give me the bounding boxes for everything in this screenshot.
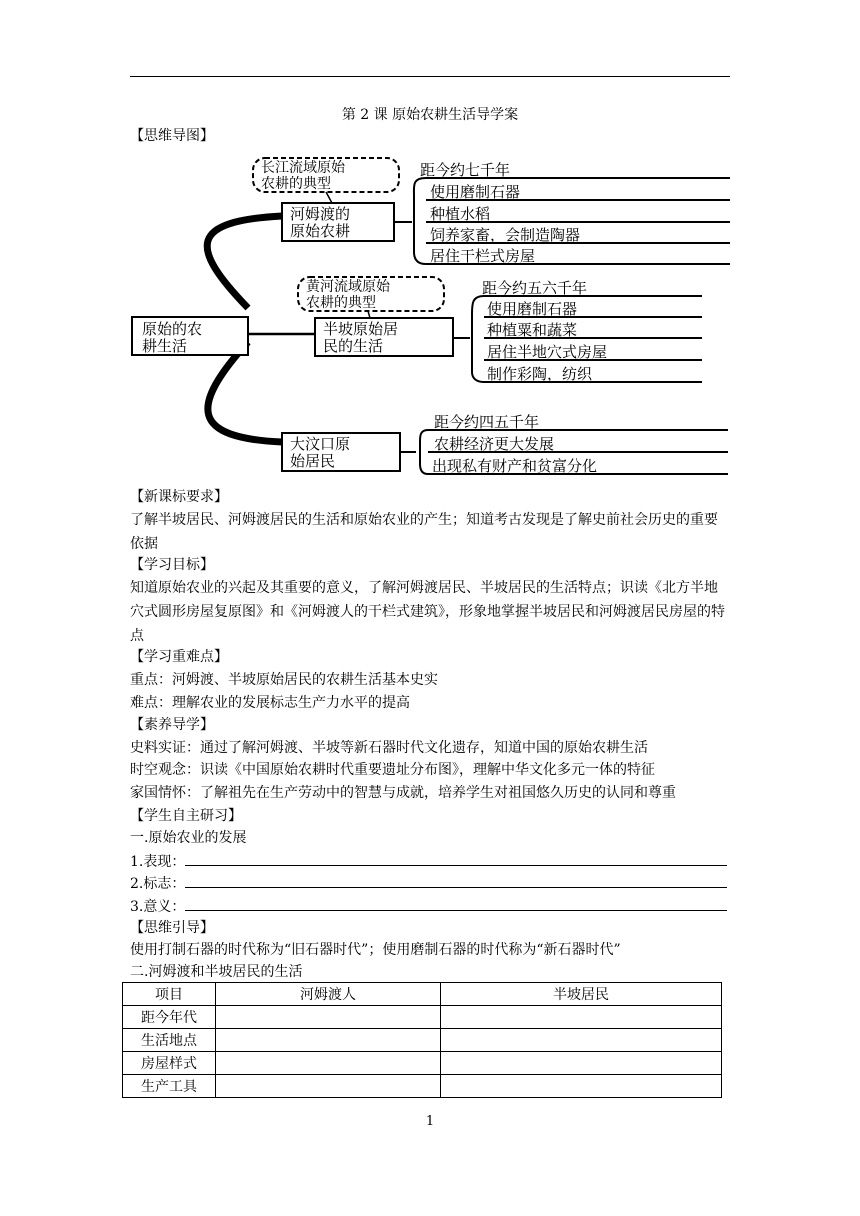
node-hemudu-line-1: 河姆渡的 — [290, 205, 351, 223]
note-hemudu-line-1: 长江流域原始 — [261, 160, 345, 176]
fill-item-sign — [130, 873, 730, 895]
node-hemudu-line-2: 原始农耕 — [290, 222, 351, 240]
banpo-item: 居住半地穴式房屋 — [487, 343, 608, 361]
table-cell[interactable] — [216, 1029, 441, 1052]
section-2-title: 二.河姆渡和半坡居民的生活 — [130, 964, 303, 980]
table-header: 半坡居民 — [441, 983, 722, 1006]
hemudu-item: 距今约七千年 — [420, 161, 511, 179]
note-hemudu-line-2: 农耕的典型 — [261, 176, 331, 192]
table-header: 项目 — [123, 983, 216, 1006]
banpo-item: 距今约五六千年 — [482, 279, 588, 297]
fill-blank[interactable] — [185, 851, 727, 866]
banpo-item: 种植粟和蔬菜 — [487, 321, 578, 339]
literacy-heading: 【素养导学】 — [130, 717, 214, 733]
table-row — [123, 1006, 722, 1029]
hemudu-item: 居住干栏式房屋 — [430, 247, 536, 265]
bracket-hemudu — [394, 178, 426, 264]
goals-heading: 【学习目标】 — [130, 557, 214, 573]
table-row — [123, 1052, 722, 1075]
dawenkou-item: 出现私有财产和贫富分化 — [432, 457, 598, 475]
bracket-dawenkou — [400, 430, 428, 474]
hemudu-item: 种植水稻 — [430, 205, 491, 223]
row-label: 生活地点 — [123, 1029, 216, 1052]
standards-heading: 【新课标要求】 — [130, 489, 228, 505]
node-dawenkou-line-2: 始居民 — [290, 452, 336, 470]
key-points-focus: 重点：河姆渡、半坡原始居民的农耕生活基本史实 — [130, 672, 438, 688]
guidance-text: 使用打制石器的时代称为“旧石器时代”；使用磨制石器的时代称为“新石器时代” — [130, 942, 621, 958]
fill-label: 2.标志： — [130, 876, 186, 892]
guidance-heading: 【思维引导】 — [130, 920, 214, 936]
hemudu-item: 使用磨制石器 — [430, 183, 521, 201]
dawenkou-item: 农耕经济更大发展 — [434, 435, 555, 453]
mind-map — [130, 146, 730, 478]
bracket-banpo — [453, 296, 484, 382]
root-line-2: 耕生活 — [142, 337, 188, 355]
note-banpo-arrow — [368, 311, 370, 318]
node-dawenkou-line-1: 大汶口原 — [290, 435, 351, 453]
table-cell[interactable] — [216, 1006, 441, 1029]
key-points-heading: 【学习重难点】 — [130, 649, 228, 665]
fill-item-performance — [130, 851, 730, 873]
literacy-line: 时空观念：识读《中国原始农耕时代重要遗址分布图》，理解中华文化多元一体的特征 — [130, 762, 655, 778]
row-label: 房屋样式 — [123, 1052, 216, 1075]
self-study-heading: 【学生自主研习】 — [130, 808, 242, 824]
root-line-1: 原始的农 — [142, 320, 203, 338]
note-banpo-line-1: 黄河流域原始 — [306, 279, 390, 295]
hemudu-item: 饲养家畜，会制造陶器 — [430, 226, 581, 244]
fill-blank[interactable] — [185, 873, 727, 888]
fill-blank[interactable] — [185, 896, 727, 911]
fill-label: 3.意义： — [130, 899, 186, 915]
literacy-line: 史料实证：通过了解河姆渡、半坡等新石器时代文化遗存，知道中国的原始农耕生活 — [130, 740, 648, 756]
page-number: 1 — [425, 1114, 435, 1129]
note-banpo-line-2: 农耕的典型 — [306, 295, 376, 311]
connector-lower — [208, 342, 282, 442]
dawenkou-item: 距今约四五千年 — [434, 413, 540, 431]
table-header: 河姆渡人 — [216, 983, 441, 1006]
banpo-item: 使用磨制石器 — [487, 300, 578, 318]
literacy-line: 家国情怀：了解祖先在生产劳动中的智慧与成就，培养学生对祖国悠久历史的认同和尊重 — [130, 785, 676, 801]
header-rule — [130, 76, 730, 77]
table-header-row — [123, 983, 722, 1006]
connector-upper — [207, 216, 282, 308]
standards-text: 了解半坡居民、河姆渡居民的生活和原始农业的产生；知道考古发现是了解史前社会历史的重要依据 — [130, 512, 718, 552]
banpo-item: 制作彩陶，纺织 — [487, 365, 593, 383]
note-hemudu-arrow — [326, 192, 332, 203]
table-cell[interactable] — [441, 1006, 722, 1029]
row-label: 距今年代 — [123, 1006, 216, 1029]
fill-item-significance — [130, 896, 730, 918]
table-cell[interactable] — [441, 1052, 722, 1075]
table-row — [123, 1029, 722, 1052]
key-points-difficulty: 难点：理解农业的发展标志生产力水平的提高 — [130, 695, 410, 711]
mindmap-heading: 【思维导图】 — [130, 128, 214, 144]
table-row — [123, 1075, 722, 1098]
goals-text: 知道原始农业的兴起及其重要的意义，了解河姆渡居民、半坡居民的生活特点；识读《北方半地穴式圆形房屋复原图》和《河姆渡人的干栏式建筑》，形象地掌握半坡居民和河姆渡居民房屋的特点 — [130, 580, 725, 644]
node-banpo-line-1: 半坡原始居 — [323, 320, 399, 338]
table-cell[interactable] — [441, 1029, 722, 1052]
doc-title: 第 2 课 原始农耕生活导学案 — [341, 107, 519, 123]
fill-label: 1.表现： — [130, 854, 186, 870]
node-banpo-line-2: 民的生活 — [323, 337, 384, 355]
table-cell[interactable] — [216, 1052, 441, 1075]
table-cell[interactable] — [441, 1075, 722, 1098]
section-1-title: 一.原始农业的发展 — [130, 830, 247, 846]
row-label: 生产工具 — [123, 1075, 216, 1098]
comparison-table — [122, 982, 722, 1098]
table-cell[interactable] — [216, 1075, 441, 1098]
